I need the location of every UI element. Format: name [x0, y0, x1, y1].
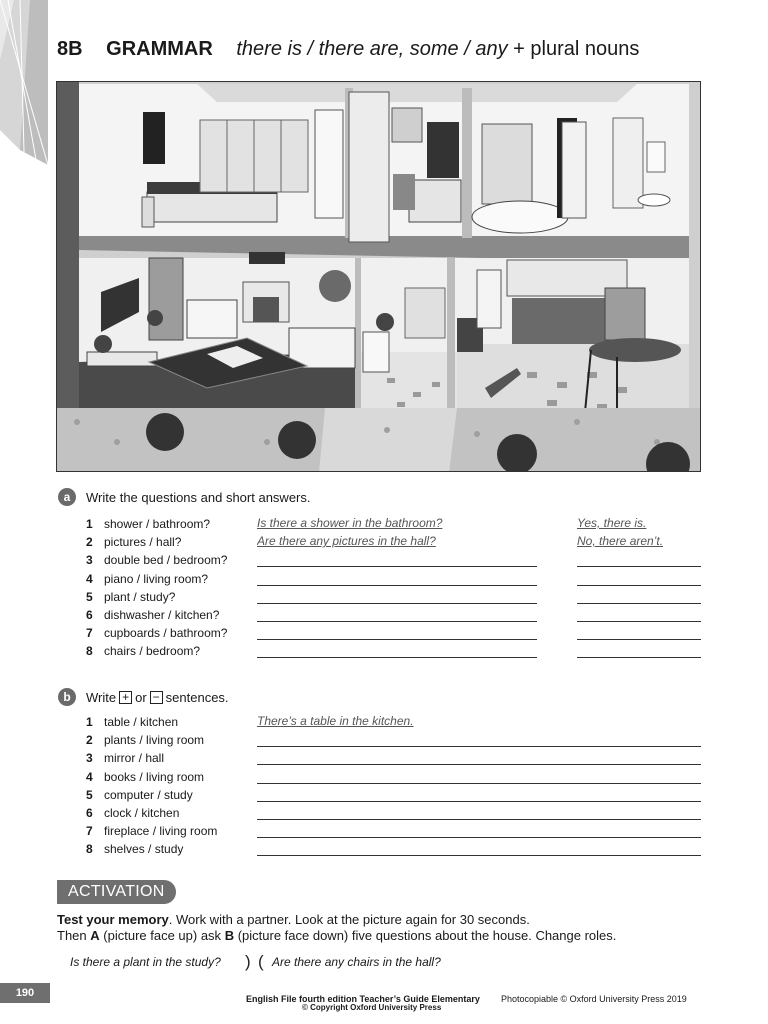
footer-book-title: English File fourth edition Teacher’s Guide Elementary [246, 994, 480, 1004]
question-answer-line[interactable]: Are there any pictures in the hall? [257, 534, 436, 548]
minus-sign-box: − [150, 691, 163, 704]
item-prompt: computer / study [104, 788, 193, 802]
short-answer-line[interactable] [577, 589, 701, 604]
item-number: 4 [86, 770, 93, 784]
item-prompt: plants / living room [104, 733, 205, 747]
speech-bubble-a-icon: ) [245, 952, 251, 971]
sentence-answer-line[interactable] [257, 732, 701, 747]
item-prompt: clock / kitchen [104, 806, 180, 820]
item-number: 7 [86, 626, 93, 640]
item-prompt: double bed / bedroom? [104, 553, 228, 567]
example-question-a: Is there a plant in the study? [70, 955, 221, 969]
short-answer-line[interactable] [577, 643, 701, 658]
plus-sign-box: + [119, 691, 132, 704]
section-b-instruction-prefix: Write [86, 689, 117, 705]
short-answer-line[interactable]: No, there aren’t. [577, 534, 664, 548]
question-answer-line[interactable]: Is there a shower in the bathroom? [257, 516, 443, 530]
short-answer-line[interactable] [577, 571, 701, 586]
short-answer-line[interactable] [577, 607, 701, 622]
section-a-instruction: Write the questions and short answers. [86, 489, 311, 505]
item-number: 6 [86, 806, 93, 820]
page-number: 190 [0, 983, 50, 1003]
section-b-or: or [135, 689, 147, 705]
corner-fan-decoration [0, 0, 48, 165]
item-number: 5 [86, 788, 93, 802]
item-prompt: pictures / hall? [104, 535, 182, 549]
question-answer-line[interactable] [257, 589, 537, 604]
page-heading [57, 38, 737, 66]
question-answer-line[interactable] [257, 625, 537, 640]
footer-copyright: © Copyright Oxford University Press [302, 1003, 442, 1012]
item-prompt: fireplace / living room [104, 824, 218, 838]
section-b-instruction-suffix: sentences. [165, 689, 229, 705]
item-number: 3 [86, 553, 93, 567]
sentence-answer-line[interactable] [257, 823, 701, 838]
short-answer-line[interactable] [577, 625, 701, 640]
item-prompt: shower / bathroom? [104, 517, 211, 531]
question-answer-line[interactable] [257, 643, 537, 658]
item-number: 5 [86, 590, 93, 604]
item-prompt: cupboards / bathroom? [104, 626, 228, 640]
item-prompt: mirror / hall [104, 751, 165, 765]
section-b-badge: b [58, 688, 76, 706]
item-number: 2 [86, 733, 93, 747]
speech-bubble-b-icon: ( [258, 952, 264, 971]
unit-code: 8B [57, 38, 83, 60]
activation-line-2: Then A (picture face up) ask B (picture face down) five questions about the house. Change roles. [57, 928, 617, 943]
item-number: 1 [86, 715, 93, 729]
item-number: 2 [86, 535, 93, 549]
question-answer-line[interactable] [257, 607, 537, 622]
question-answer-line[interactable] [257, 552, 537, 567]
section-b-header [58, 687, 229, 707]
section-a-header [58, 487, 311, 507]
sentence-answer-line[interactable] [257, 841, 701, 856]
sentence-answer-line[interactable]: There’s a table in the kitchen. [257, 714, 414, 728]
activation-line-1: Test your memory. Work with a partner. Look at the picture again for 30 seconds. [57, 912, 530, 927]
item-prompt: shelves / study [104, 842, 184, 856]
grammar-topic: there is / there are, some / any + plural nouns [236, 38, 640, 60]
example-question-b: Are there any chairs in the hall? [272, 955, 441, 969]
item-number: 6 [86, 608, 93, 622]
item-prompt: piano / living room? [104, 572, 209, 586]
section-title: GRAMMAR [106, 38, 213, 60]
activation-label: ACTIVATION [57, 880, 176, 904]
item-number: 4 [86, 572, 93, 586]
item-number: 8 [86, 644, 93, 658]
section-a-badge: a [58, 488, 76, 506]
question-answer-line[interactable] [257, 571, 537, 586]
item-number: 3 [86, 751, 93, 765]
house-cutaway-picture [56, 81, 701, 472]
item-prompt: dishwasher / kitchen? [104, 608, 220, 622]
item-prompt: books / living room [104, 770, 205, 784]
item-number: 7 [86, 824, 93, 838]
sentence-answer-line[interactable] [257, 805, 701, 820]
sentence-answer-line[interactable] [257, 769, 701, 784]
short-answer-line[interactable]: Yes, there is. [577, 516, 647, 530]
item-prompt: chairs / bedroom? [104, 644, 201, 658]
item-number: 1 [86, 517, 93, 531]
short-answer-line[interactable] [577, 552, 701, 567]
item-number: 8 [86, 842, 93, 856]
item-prompt: plant / study? [104, 590, 176, 604]
footer-photocopiable: Photocopiable © Oxford University Press 2019 [501, 994, 687, 1004]
item-prompt: table / kitchen [104, 715, 179, 729]
sentence-answer-line[interactable] [257, 750, 701, 765]
sentence-answer-line[interactable] [257, 787, 701, 802]
